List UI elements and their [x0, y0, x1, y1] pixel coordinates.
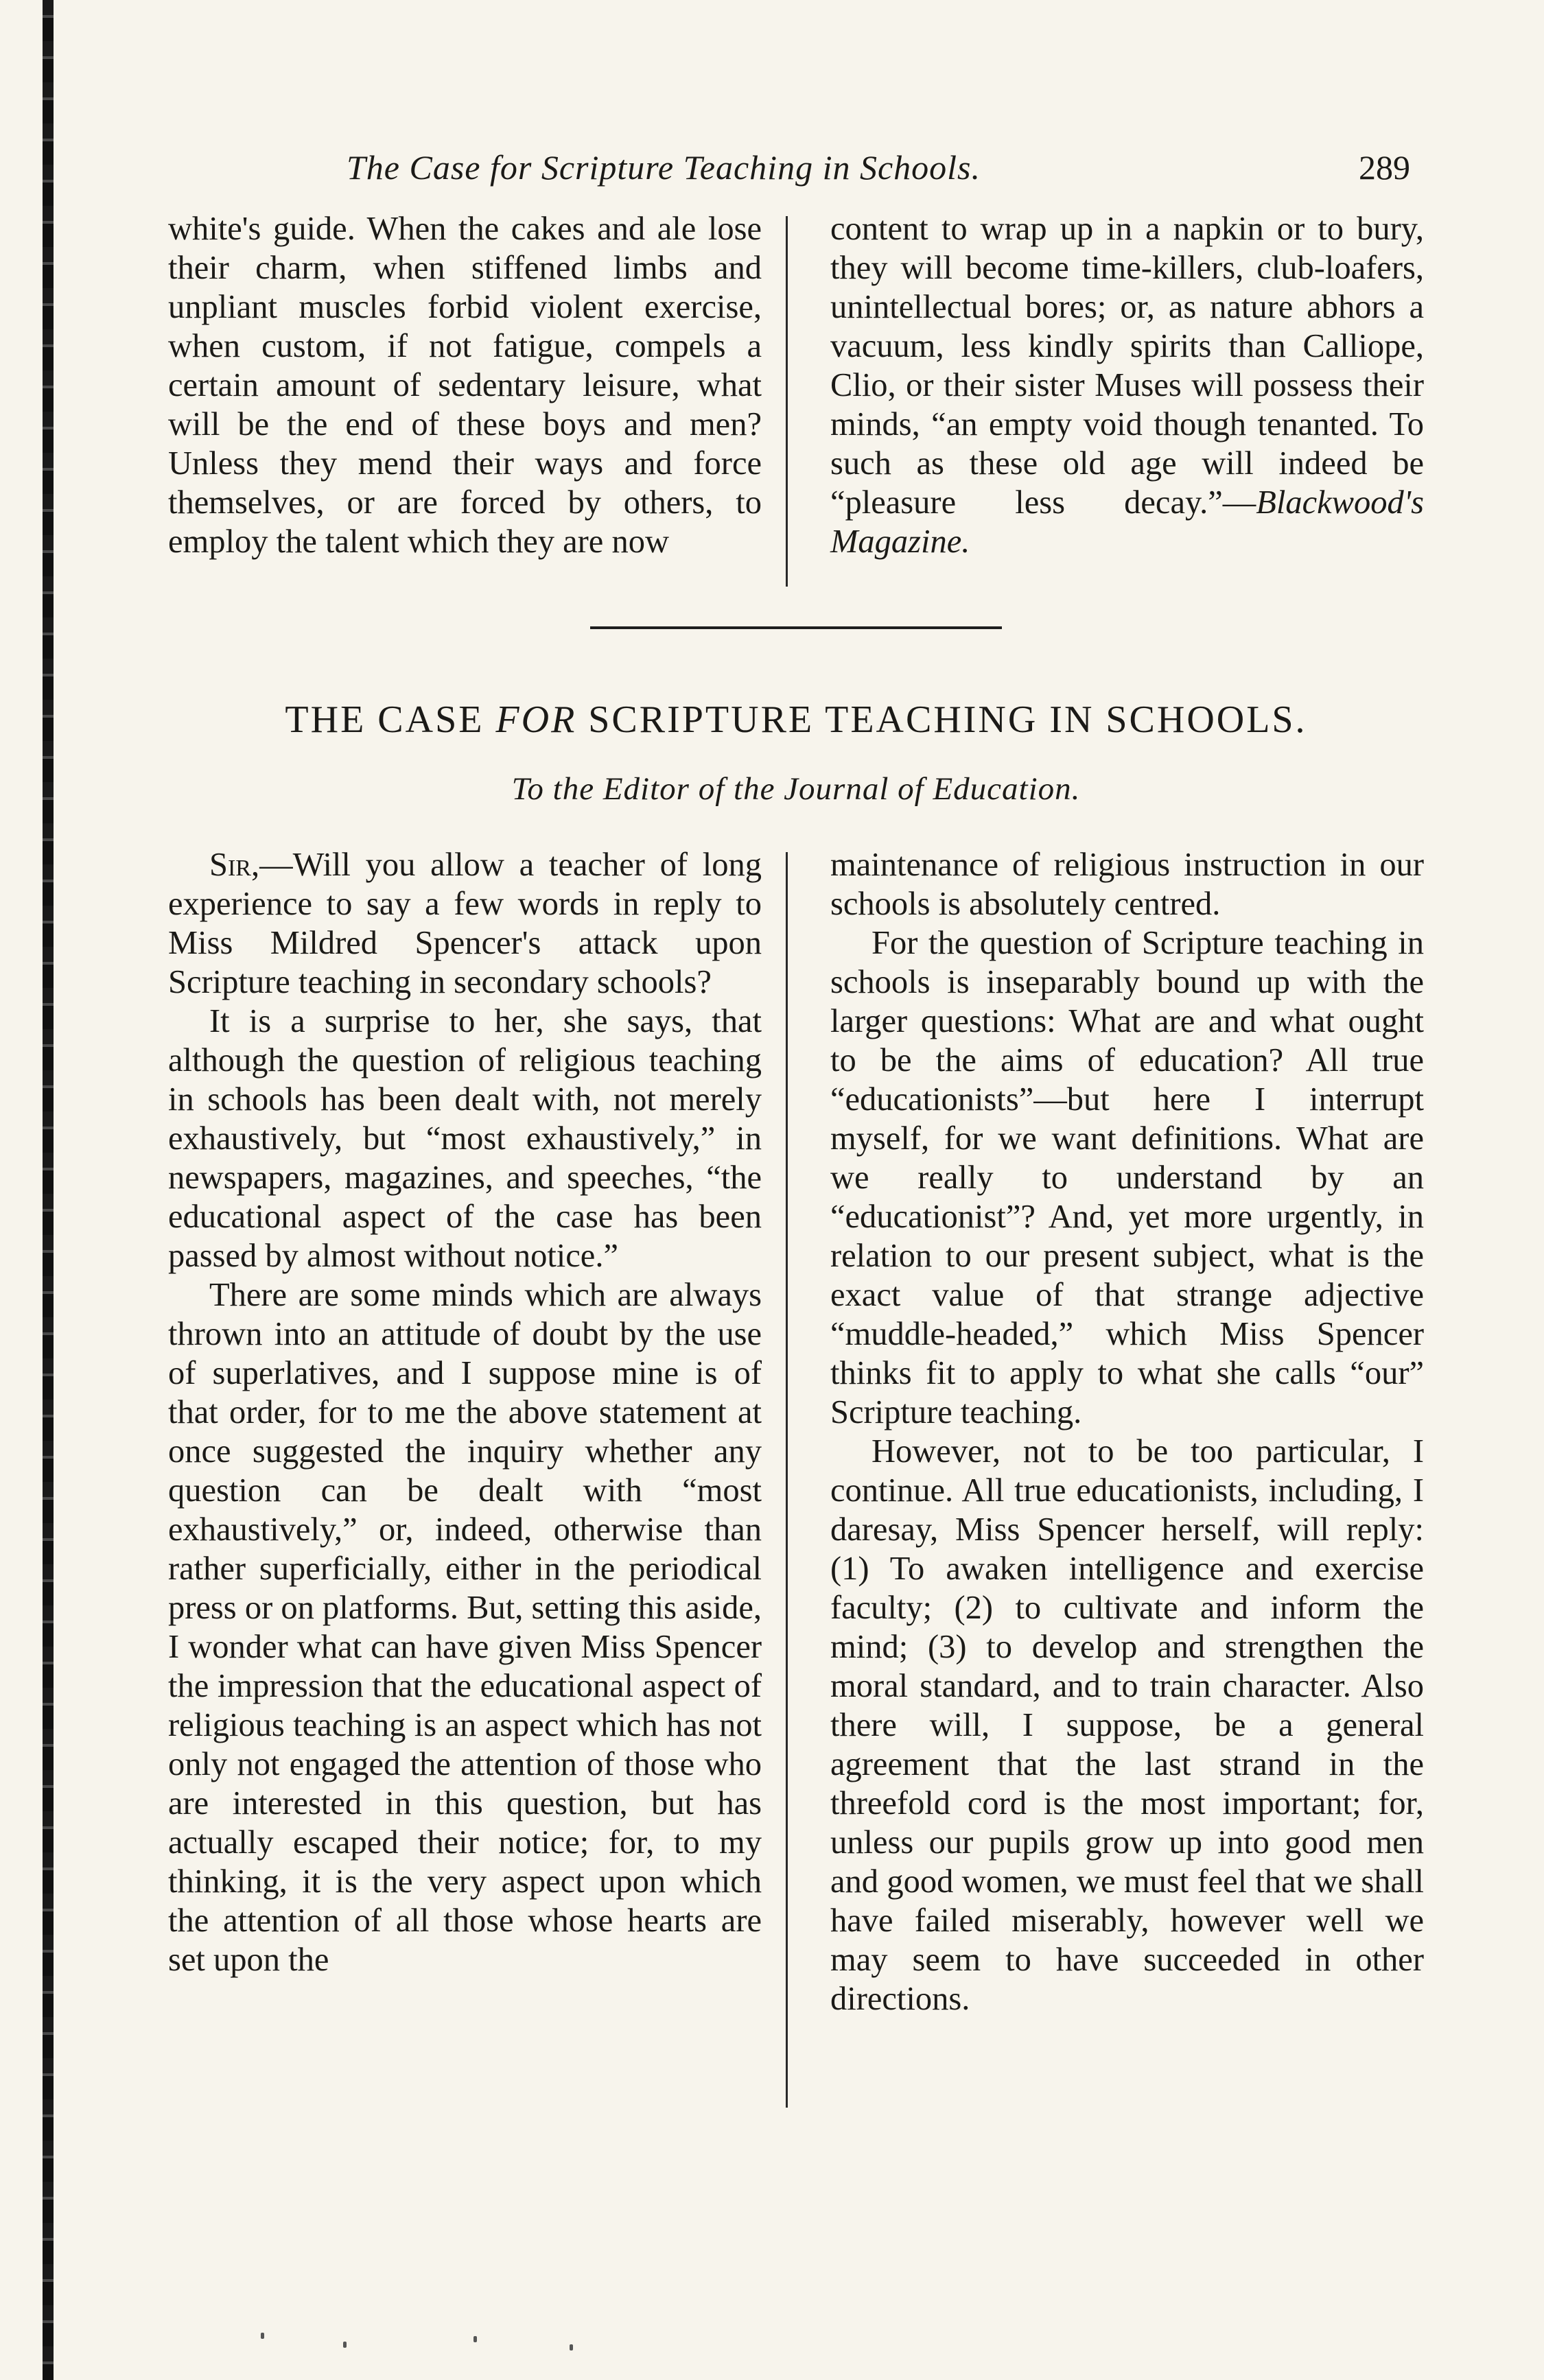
article-subtitle: To the Editor of the Journal of Education.: [511, 771, 1081, 807]
article-paragraph: [168, 845, 762, 1002]
article-title-start: THE CASE: [285, 698, 496, 741]
article-paragraph: It is a surprise to her, she says, that although the question of religious teaching in schools has been dealt with, not merely exhaustively, but “most exhaustively,” in newspapers, magazines, and speeches, “the educational aspect of the case has been passed by almost without notice.”: [168, 1003, 762, 1274]
article-right-column: [830, 845, 1424, 2018]
previous-article-right-paragraph: [830, 209, 1424, 561]
article-paragraph: For the question of Scripture teaching in schools is inseparably bound up with the larger questions: What are and what ought to be the aims of education? All true “educationists”—but here I interrupt myself, for we want definitions. What are we really to understand by an “educationist”? And, yet more urgently, in relation to our present subject, what is the exact value of that strange adjective “muddle-headed,” which Miss Spencer thinks fit to apply to what she calls “our” Scripture teaching.: [830, 925, 1424, 1430]
column-rule: [786, 216, 788, 587]
article-columns: [168, 845, 1424, 2018]
article-title-emphasis: FOR: [495, 698, 577, 741]
previous-article-left-paragraph: white's guide. When the cakes and ale lose their charm, when stiffened limbs and unpliant muscles forbid violent exercise, when custom, if not fatigue, compels a certain amount of sedentary leisure, what will be the end of these boys and men? Unless they mend their ways and force themselves, or are forced by others, to employ the talent which they are now: [168, 211, 762, 560]
previous-article-right-text: content to wrap up in a napkin or to bury, they will become time-killers, club-loafers, unintellectual bores; or, as nature abhors a vacuum, less kindly spirits than Calliope, Clio, or their sister Muses will possess their minds, “an empty void though tenanted. To such as these old age will indeed be “pleasure less decay.”—: [830, 211, 1424, 521]
page-binding-edge: [43, 0, 54, 2380]
article-paragraph: maintenance of religious instruction in our schools is absolutely centred.: [830, 847, 1424, 922]
article-paragraph: There are some minds which are always thrown into an attitude of doubt by the use of superlatives, and I suppose mine is of that order, for to me the above statement at once suggested the inquiry whether any question can be dealt with “most exhaustively,” or, indeed, otherwise than rather superficially, either in the periodical press or on platforms. But, setting this aside, I wonder what can have given Miss Spencer the impression that the educational aspect of religious teaching is an aspect which has not only not engaged the attention of those who are interested in this question, but has actually escaped their notice; for, to my thinking, it is the very aspect upon which the attention of all those whose hearts are set upon the: [168, 1277, 762, 1978]
article-title: [168, 698, 1424, 742]
running-head: [168, 148, 1424, 202]
article-paragraph-text: —Will you allow a teacher of long experience to say a few words in reply to Miss Mildred Spencer's attack upon Scripture teaching in secondary schools?: [168, 847, 762, 1000]
journal-page: [168, 148, 1424, 2018]
salutation: Sir,: [209, 847, 260, 883]
previous-article-attribution: Blackwood's Magazine.: [830, 484, 1424, 560]
article-left-column: [168, 845, 762, 2018]
print-specks: [247, 2329, 796, 2357]
previous-article-left-column: [168, 209, 762, 561]
page-number: 289: [1359, 148, 1410, 187]
running-title: The Case for Scripture Teaching in Schools.: [347, 148, 981, 187]
article-paragraph: However, not to be too particular, I continue. All true educationists, including, I daresay, Miss Spencer herself, will reply: (1) To awaken intelligence and exercise faculty; (2) to cultivate and inform the mind; (3) to develop and strengthen the moral standard, and to train character. Also there will, I suppose, be a general agreement that the last strand in the threefold cord is the most important; for, unless our pupils grow up into good men and good women, we must feel that we shall have failed miserably, however well we may seem to have succeeded in other directions.: [830, 1433, 1424, 2017]
previous-article-columns: [168, 209, 1424, 561]
previous-article-right-column: [830, 209, 1424, 561]
section-divider: [590, 626, 1002, 629]
article-title-end: SCRIPTURE TEACHING IN SCHOOLS.: [576, 698, 1307, 741]
column-rule: [786, 852, 788, 2108]
